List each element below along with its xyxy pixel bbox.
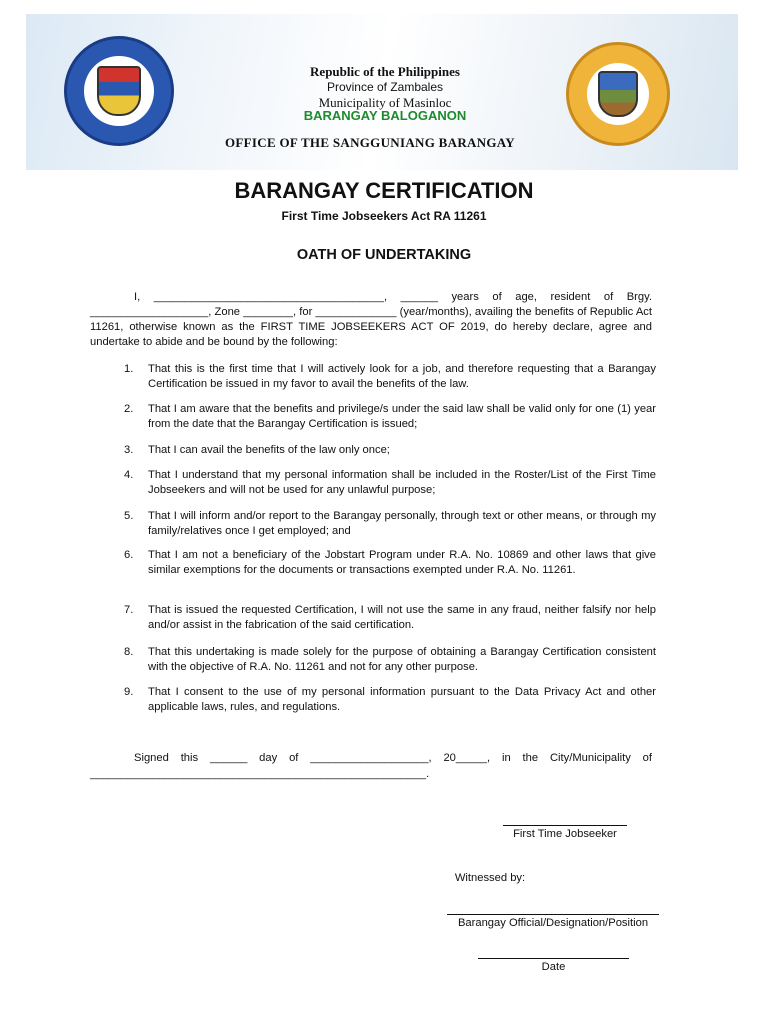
province-line: Province of Zambales — [326, 80, 444, 94]
official-signature-line — [447, 914, 659, 915]
municipality-line: Municipality of Masinloc — [318, 95, 452, 110]
intro-text: I, _____________________________________, ______ years of age, resident of Brgy. ___________________, Zone ________, for _____________ (year/months), availing the benefits of Republic Act 11261, otherwise known as the FIRST TIME JOBSEEKERS ACT OF 2019, do hereby declare, agree and undertake to abide and be bound by the following: — [90, 291, 652, 348]
barangay-name: BARANGAY BALOGANON — [303, 108, 467, 123]
oath-title: OATH OF UNDERTAKING — [296, 247, 472, 263]
office-title: OFFICE OF THE SANGGUNIANG BARANGAY — [225, 135, 515, 150]
jobseeker-signature-line — [503, 825, 627, 826]
seal-shield-icon — [97, 66, 141, 116]
document-title: BARANGAY CERTIFICATION — [234, 178, 534, 203]
seal-shield-icon — [598, 71, 638, 117]
jobseeker-label: First Time Jobseeker — [513, 828, 617, 840]
signed-paragraph — [90, 750, 652, 782]
intro-paragraph — [90, 290, 652, 350]
date-line — [478, 958, 629, 959]
date-label: Date — [541, 961, 566, 973]
official-label: Barangay Official/Designation/Position — [457, 917, 649, 929]
barangay-council-seal-icon — [64, 36, 174, 146]
bayan-ng-masinloc-seal-icon — [566, 42, 670, 146]
republic-line: Republic of the Philippines — [310, 64, 460, 79]
witnessed-by-label: Witnessed by: — [454, 872, 526, 884]
document-subtitle: First Time Jobseekers Act RA 11261 — [281, 209, 487, 223]
signed-text: Signed this ______ day of ___________________, 20_____, in the City/Municipality of ______________________________________________________. — [90, 752, 652, 780]
